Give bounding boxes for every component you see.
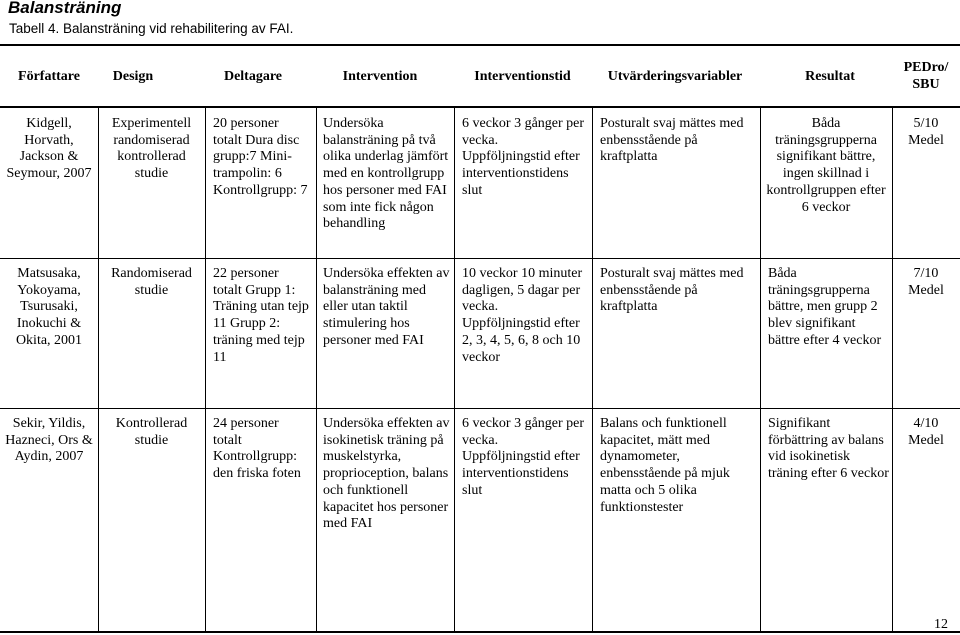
- table-header: [0, 46, 960, 108]
- cell-variables: Posturalt svaj mättes med enbensstående på kraftplatta: [600, 266, 744, 315]
- header-participants: Deltagare: [223, 68, 283, 84]
- studies-table: [0, 44, 960, 633]
- header-design: Design: [112, 68, 154, 84]
- cell-duration: 6 veckor 3 gånger per vecka. Uppföljningstid efter interventionstidens slut: [462, 416, 585, 498]
- table-row: [0, 408, 960, 608]
- cell-design: Randomiserad studie: [111, 266, 192, 298]
- cell-participants: 20 personer totalt Dura disc grupp:7 Mini-trampolin: 6 Kontrollgrupp: 7: [213, 116, 308, 198]
- cell-intervention: Undersöka balansträning på två olika underlag jämfört med en kontrollgrupp hos personer med FAI som inte fick någon behandling: [323, 116, 449, 232]
- header-score: PEDro/ SBU: [903, 60, 949, 92]
- table-row: [0, 258, 960, 408]
- cell-score: 7/10 Medel: [908, 266, 944, 298]
- cell-duration: 6 veckor 3 gånger per vecka. Uppföljningstid efter interventionstidens slut: [462, 116, 585, 198]
- cell-authors: Matsusaka, Yokoyama, Tsurusaki, Inokuchi & Okita, 2001: [15, 266, 83, 348]
- table-row: [0, 108, 960, 258]
- header-intervention: Intervention: [342, 68, 418, 84]
- header-authors: Författare: [18, 68, 80, 84]
- cell-result: Båda träningsgrupperna bättre, men grupp 2 blev signifikant bättre efter 4 veckor: [768, 266, 882, 348]
- cell-result: Signifikant förbättring av balans vid isokinetisk träning efter 6 veckor: [768, 416, 889, 482]
- cell-score: 4/10 Medel: [908, 416, 944, 448]
- header-duration: Interventionstid: [474, 68, 571, 84]
- cell-authors: Kidgell, Horvath, Jackson & Seymour, 2007: [6, 116, 92, 182]
- cell-participants: 22 personer totalt Grupp 1: Träning utan tejp 11 Grupp 2: träning med tejp 11: [213, 266, 309, 365]
- cell-intervention: Undersöka effekten av balansträning med eller utan taktil stimulering hos personer med FAI: [323, 266, 450, 348]
- cell-design: Experimentell randomiserad kontrollerad studie: [111, 116, 192, 182]
- cell-design: Kontrollerad studie: [115, 416, 188, 448]
- table-caption: Tabell 4. Balansträning vid rehabilitering av FAI.: [9, 21, 294, 36]
- page-number: 12: [934, 617, 948, 632]
- header-result: Resultat: [805, 68, 855, 84]
- cell-authors: Sekir, Yildis, Hazneci, Ors & Aydin, 2007: [5, 416, 93, 465]
- cell-variables: Balans och funktionell kapacitet, mätt med dynamometer, enbensstående på mjuk matta och 5 olika funktionstester: [600, 416, 730, 515]
- header-variables: Utvärderingsvariabler: [607, 68, 743, 84]
- cell-intervention: Undersöka effekten av isokinetisk träning på muskelstyrka, proprioception, balans och funktionell kapacitet hos personer med FAI: [323, 416, 450, 532]
- cell-duration: 10 veckor 10 minuter dagligen, 5 dagar per vecka. Uppföljningstid efter 2, 3, 4, 5, 6, 8 och 10 veckor: [462, 266, 583, 365]
- cell-score: 5/10 Medel: [908, 116, 944, 148]
- cell-result: Båda träningsgrupperna signifikant bättre, ingen skillnad i kontrollgruppen efter 6 veckor: [766, 116, 886, 215]
- section-title: Balansträning: [8, 0, 122, 17]
- cell-variables: Posturalt svaj mättes med enbensstående på kraftplatta: [600, 116, 744, 165]
- cell-participants: 24 personer totalt Kontrollgrupp: den friska foten: [213, 416, 301, 482]
